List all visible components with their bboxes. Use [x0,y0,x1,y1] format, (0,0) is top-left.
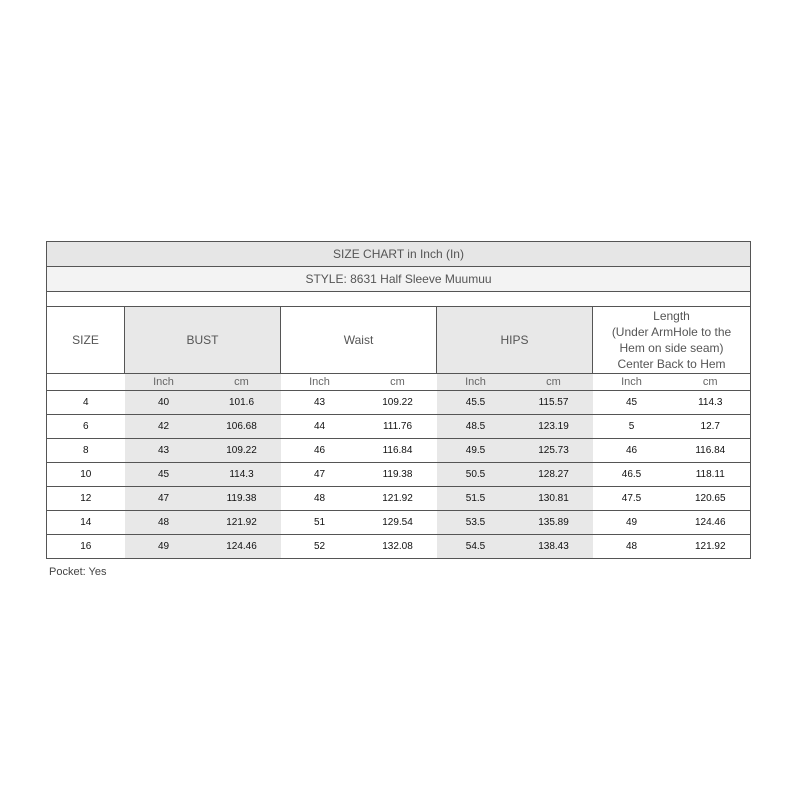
spacer-cell [47,292,751,307]
cell-length-cm: 124.46 [671,511,751,535]
header-length-line2: (Under ArmHole to the [611,325,732,339]
cell-hips-cm: 135.89 [515,511,593,535]
cell-hips-cm: 123.19 [515,415,593,439]
header-hips: HIPS [437,307,593,374]
style-row [47,267,751,292]
table-row [47,535,751,559]
cell-hips-inch: 50.5 [437,463,515,487]
header-length-line3: Hem on side seam) [619,341,724,355]
unit-waist-inch: Inch [281,374,359,391]
cell-length-cm: 118.11 [671,463,751,487]
cell-length-inch: 48 [593,535,671,559]
cell-hips-inch: 49.5 [437,439,515,463]
cell-hips-inch: 53.5 [437,511,515,535]
cell-bust-cm: 109.22 [203,439,281,463]
cell-length-cm: 116.84 [671,439,751,463]
cell-size: 12 [47,487,125,511]
cell-length-inch: 5 [593,415,671,439]
cell-length-inch: 47.5 [593,487,671,511]
cell-bust-inch: 45 [125,463,203,487]
cell-bust-inch: 47 [125,487,203,511]
cell-hips-cm: 138.43 [515,535,593,559]
cell-hips-inch: 48.5 [437,415,515,439]
pocket-note: Pocket: Yes [49,566,107,578]
unit-hips-inch: Inch [437,374,515,391]
table-row [47,487,751,511]
title-row [47,242,751,267]
cell-length-cm: 114.3 [671,391,751,415]
cell-waist-inch: 44 [281,415,359,439]
cell-bust-cm: 106.68 [203,415,281,439]
cell-waist-cm: 132.08 [359,535,437,559]
cell-bust-inch: 40 [125,391,203,415]
cell-waist-inch: 52 [281,535,359,559]
table-row [47,463,751,487]
header-waist: Waist [281,307,437,374]
cell-hips-inch: 54.5 [437,535,515,559]
cell-waist-inch: 48 [281,487,359,511]
cell-waist-cm: 129.54 [359,511,437,535]
unit-bust-cm: cm [203,374,281,391]
cell-length-inch: 45 [593,391,671,415]
header-length-line4: Center Back to Hem [617,357,726,371]
cell-length-inch: 49 [593,511,671,535]
header-bust: BUST [125,307,281,374]
table-row [47,511,751,535]
cell-length-cm: 12.7 [671,415,751,439]
cell-waist-cm: 109.22 [359,391,437,415]
unit-waist-cm: cm [359,374,437,391]
cell-size: 4 [47,391,125,415]
cell-waist-cm: 119.38 [359,463,437,487]
cell-length-cm: 120.65 [671,487,751,511]
cell-length-cm: 121.92 [671,535,751,559]
unit-row [47,374,751,391]
table-row [47,439,751,463]
cell-bust-cm: 114.3 [203,463,281,487]
cell-waist-cm: 111.76 [359,415,437,439]
cell-bust-cm: 121.92 [203,511,281,535]
cell-bust-inch: 43 [125,439,203,463]
cell-hips-cm: 128.27 [515,463,593,487]
spacer-row [47,292,751,307]
unit-length-cm: cm [671,374,751,391]
table-row [47,391,751,415]
header-size: SIZE [47,307,125,374]
cell-waist-cm: 121.92 [359,487,437,511]
cell-waist-inch: 47 [281,463,359,487]
cell-waist-inch: 46 [281,439,359,463]
cell-bust-inch: 49 [125,535,203,559]
header-row [47,307,751,374]
unit-size-blank [47,374,125,391]
chart-title: SIZE CHART in Inch (In) [47,242,751,267]
table-row [47,415,751,439]
cell-length-inch: 46 [593,439,671,463]
cell-bust-cm: 101.6 [203,391,281,415]
cell-size: 6 [47,415,125,439]
unit-hips-cm: cm [515,374,593,391]
cell-size: 16 [47,535,125,559]
cell-bust-inch: 42 [125,415,203,439]
header-length [593,307,751,374]
cell-hips-cm: 130.81 [515,487,593,511]
cell-bust-cm: 119.38 [203,487,281,511]
cell-hips-inch: 51.5 [437,487,515,511]
cell-waist-cm: 116.84 [359,439,437,463]
cell-hips-cm: 125.73 [515,439,593,463]
cell-size: 14 [47,511,125,535]
cell-size: 10 [47,463,125,487]
cell-hips-inch: 45.5 [437,391,515,415]
unit-bust-inch: Inch [125,374,203,391]
unit-length-inch: Inch [593,374,671,391]
cell-bust-inch: 48 [125,511,203,535]
cell-waist-inch: 51 [281,511,359,535]
cell-length-inch: 46.5 [593,463,671,487]
style-name: STYLE: 8631 Half Sleeve Muumuu [47,267,751,292]
cell-waist-inch: 43 [281,391,359,415]
cell-bust-cm: 124.46 [203,535,281,559]
header-length-line1: Length [653,309,690,323]
cell-hips-cm: 115.57 [515,391,593,415]
size-chart-table [46,241,751,559]
cell-size: 8 [47,439,125,463]
